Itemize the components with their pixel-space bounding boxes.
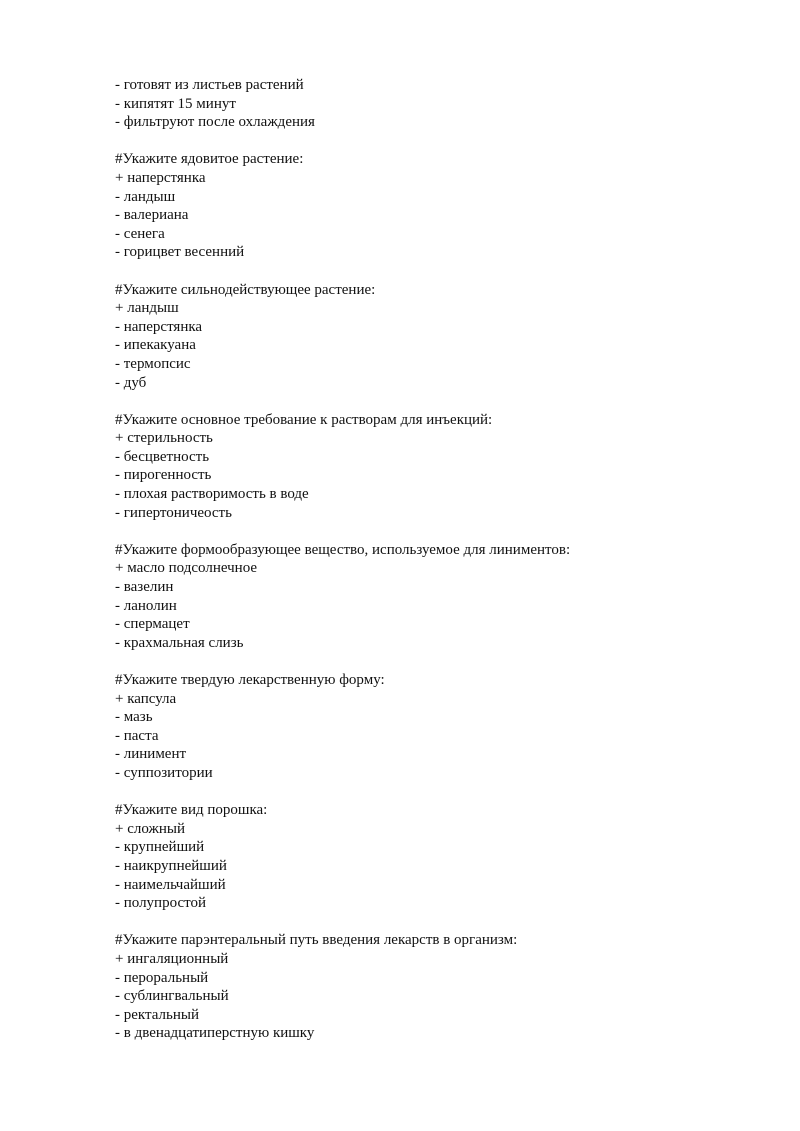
question-block	[115, 801, 755, 913]
answer-option: - плохая растворимость в воде	[115, 486, 309, 503]
answer-option: - пероральный	[115, 969, 209, 986]
intro-line: - фильтруют после охлаждения	[115, 114, 315, 131]
answer-option: + масло подсолнечное	[115, 560, 258, 577]
answer-option: + ингаляционный	[115, 950, 229, 967]
answer-option: - наперстянка	[115, 318, 203, 335]
question-block	[115, 931, 755, 1043]
answer-option: - спермацет	[115, 616, 190, 633]
answer-option: + капсула	[115, 690, 177, 707]
answer-option: - пирогенность	[115, 467, 212, 484]
answer-option: - дуб	[115, 374, 147, 391]
answer-option: - наикрупнейший	[115, 857, 227, 874]
answer-option: - паста	[115, 727, 159, 744]
intro-block	[115, 76, 755, 132]
answer-option: - сублингвальный	[115, 988, 229, 1005]
answer-option: - крупнейший	[115, 839, 205, 856]
answer-option: - ланолин	[115, 597, 177, 614]
question-text: #Укажите парэнтеральный путь введения лекарств в организм:	[115, 932, 518, 949]
answer-option: - сенега	[115, 225, 165, 242]
answer-option: - термопсис	[115, 355, 191, 372]
answer-option: + наперстянка	[115, 169, 206, 186]
question-text: #Укажите твердую лекарственную форму:	[115, 672, 385, 688]
answer-option: - вазелин	[115, 579, 174, 596]
question-text: #Укажите ядовитое растение:	[115, 151, 304, 168]
question-block	[115, 411, 755, 523]
answer-option: - бесцветность	[115, 448, 210, 465]
answer-option: - полупростой	[115, 895, 207, 912]
answer-option: + сложный	[115, 820, 185, 837]
answer-option: - суппозитории	[115, 764, 213, 781]
question-block	[115, 541, 755, 653]
answer-option: - в двенадцатиперстную кишку	[115, 1025, 315, 1042]
answer-option: - горицвет весенний	[115, 244, 245, 261]
question-block	[115, 150, 755, 262]
answer-option: - гипертоничеость	[115, 504, 232, 521]
answer-option: - крахмальная слизь	[115, 634, 244, 651]
answer-option: - наимельчайший	[115, 876, 226, 893]
answer-option: + стерильность	[115, 430, 213, 447]
answer-option: - ипекакуана	[115, 337, 196, 354]
answer-option: - мазь	[115, 709, 153, 726]
question-text: #Укажите формообразующее вещество, используемое для линиментов:	[115, 541, 571, 558]
answer-option: - ландыш	[115, 188, 176, 205]
answer-option: - валериана	[115, 207, 189, 224]
question-text: #Укажите основное требование к растворам для инъекций:	[115, 411, 493, 428]
answer-option: - ректальный	[115, 1006, 199, 1023]
question-text: #Укажите вид порошка:	[115, 802, 268, 819]
answer-option: + ландыш	[115, 300, 179, 317]
question-block	[115, 671, 755, 783]
intro-line: - кипятят 15 минут	[115, 95, 236, 112]
intro-line: - готовят из листьев растений	[115, 77, 304, 93]
document-content	[115, 76, 755, 1061]
question-text: #Укажите сильнодействующее растение:	[115, 281, 376, 298]
answer-option: - линимент	[115, 746, 187, 763]
question-block	[115, 281, 755, 393]
